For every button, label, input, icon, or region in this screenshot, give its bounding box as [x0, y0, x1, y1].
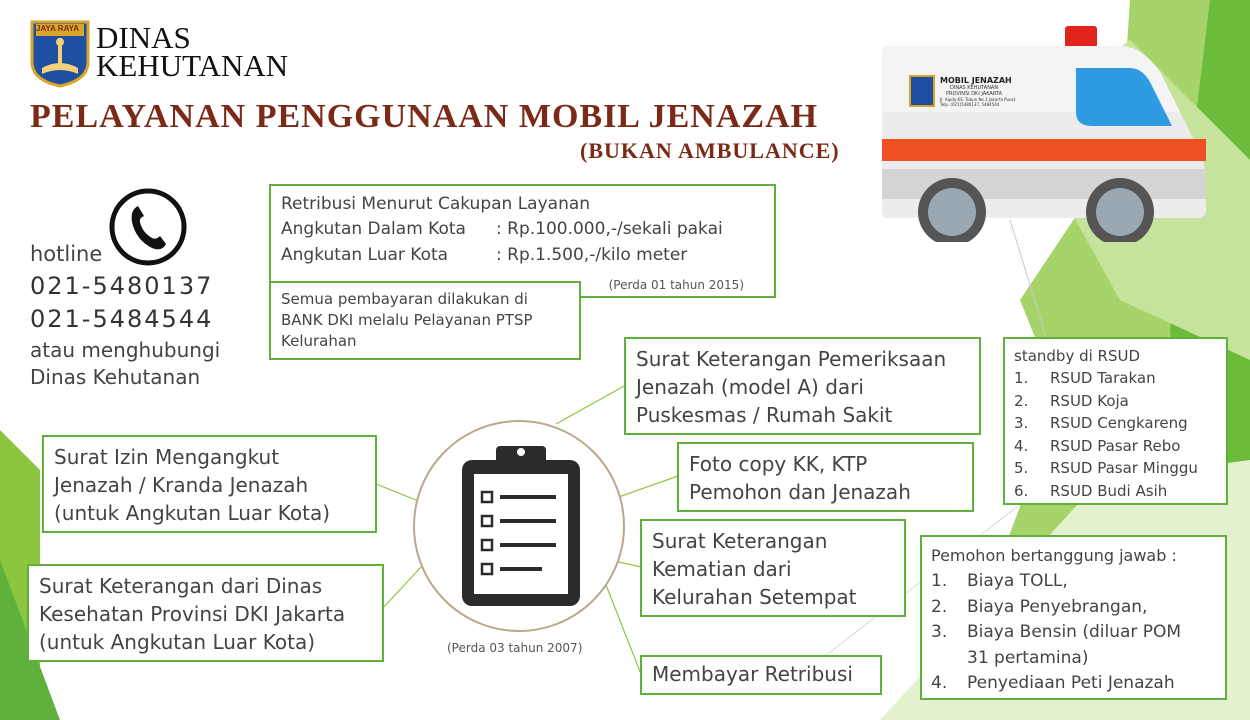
list-item: 4. Penyediaan Peti Jenazah — [931, 673, 1175, 693]
hotline-number-2[interactable]: 021-5484544 — [30, 305, 214, 333]
hotline-number-1[interactable]: 021-5480137 — [30, 272, 214, 300]
ambulance-icon — [880, 22, 1210, 242]
requirement-line: Surat Keterangan Pemeriksaan — [636, 347, 947, 371]
standby-title: standby di RSUD — [1014, 347, 1141, 365]
list-item: 1. RSUD Tarakan — [1014, 369, 1156, 387]
requirement-item — [640, 655, 882, 695]
fee-row1-label: Angkutan Dalam Kota — [281, 219, 466, 239]
requirement-line: Pemohon dan Jenazah — [689, 480, 911, 504]
requirement-line: Surat Keterangan dari Dinas — [39, 574, 323, 598]
requirement-line: Foto copy KK, KTP — [689, 452, 868, 476]
payment-line1: Semua pembayaran dilakukan di — [281, 290, 528, 308]
logo-line1: DINAS — [96, 20, 191, 55]
requirement-line: Kesehatan Provinsi DKI Jakarta — [39, 602, 346, 626]
requirements-source: (Perda 03 tahun 2007) — [447, 641, 583, 655]
ambulance-label-line4: Telp. (021)5480137, 5484544 — [940, 102, 1000, 107]
fee-row1-value: : Rp.100.000,-/sekali pakai — [496, 219, 723, 239]
requirement-item — [624, 337, 981, 435]
standby-box — [1003, 337, 1228, 505]
requirement-line: Kelurahan Setempat — [652, 585, 857, 609]
requirement-line: (untuk Angkutan Luar Kota) — [39, 630, 315, 654]
requirement-item — [27, 564, 384, 662]
requirement-line: Jenazah (model A) dari — [636, 375, 864, 399]
list-item: 5. RSUD Pasar Minggu — [1014, 459, 1198, 477]
requirement-item — [640, 519, 906, 617]
ambulance-label-line2: PROVINSI DKI JAKARTA — [946, 91, 1003, 97]
list-item: 1. Biaya TOLL, — [931, 571, 1068, 591]
payment-box — [269, 281, 581, 360]
requirement-item — [42, 435, 377, 533]
payment-line2: BANK DKI melalu Pelayanan PTSP — [281, 311, 533, 329]
ambulance-label-line3: Jl. Aipda KS. Tubun No.1 Jakarta Pusat — [940, 97, 1016, 102]
fees-source: (Perda 01 tahun 2015) — [608, 278, 744, 292]
logo-line2: KEHUTANAN — [96, 48, 289, 83]
list-item: 2. Biaya Penyebrangan, — [931, 596, 1148, 617]
requirements-hub — [413, 420, 625, 632]
page-subtitle: (BUKAN AMBULANCE) — [580, 138, 840, 163]
hotline-note-2: Dinas Kehutanan — [30, 365, 201, 389]
ambulance-label-line1: DINAS KEHUTANAN — [950, 85, 999, 91]
requirement-line: Membayar Retribusi — [652, 662, 853, 686]
requirement-line: Puskesmas / Rumah Sakit — [636, 403, 893, 427]
requirement-item — [677, 442, 974, 512]
list-item: 3. RSUD Cengkareng — [1014, 414, 1188, 432]
hotline-label: hotline — [30, 242, 103, 266]
logo — [28, 18, 328, 90]
requirement-line: (untuk Angkutan Luar Kota) — [54, 501, 330, 525]
payment-line3: Kelurahan — [281, 332, 357, 350]
list-item: 2. RSUD Koja — [1014, 391, 1129, 410]
emblem-text: JAYA RAYA — [36, 24, 79, 33]
requirement-line: Surat Keterangan — [652, 529, 828, 553]
responsibility-list — [931, 569, 1216, 697]
responsibility-title: Pemohon bertanggung jawab : — [931, 546, 1177, 565]
list-item: 6. RSUD Budi Asih — [1014, 481, 1168, 500]
requirement-line: Surat Izin Mengangkut — [54, 445, 280, 469]
list-item: 3. Biaya Bensin (diluar POM 31 pertamina) — [931, 622, 1182, 668]
fee-row2-label: Angkutan Luar Kota — [281, 245, 449, 265]
ambulance-label-title: MOBIL JENAZAH — [940, 76, 1012, 85]
clipboard-checklist-icon — [456, 440, 586, 610]
fee-row2-value: : Rp.1.500,-/kilo meter — [496, 245, 688, 265]
hotline-note-1: atau menghubungi — [30, 338, 221, 362]
phone-icon — [108, 186, 188, 268]
page-title: PELAYANAN PENGGUNAAN MOBIL JENAZAH — [30, 98, 819, 135]
ambulance-label — [940, 76, 1060, 107]
requirement-line: Jenazah / Kranda Jenazah — [54, 473, 309, 497]
standby-list — [1014, 367, 1217, 502]
requirement-line: Kematian dari — [652, 557, 792, 581]
list-item: 4. RSUD Pasar Rebo — [1014, 436, 1181, 455]
responsibility-box — [920, 535, 1227, 700]
fees-title: Retribusi Menurut Cakupan Layanan — [281, 194, 591, 214]
